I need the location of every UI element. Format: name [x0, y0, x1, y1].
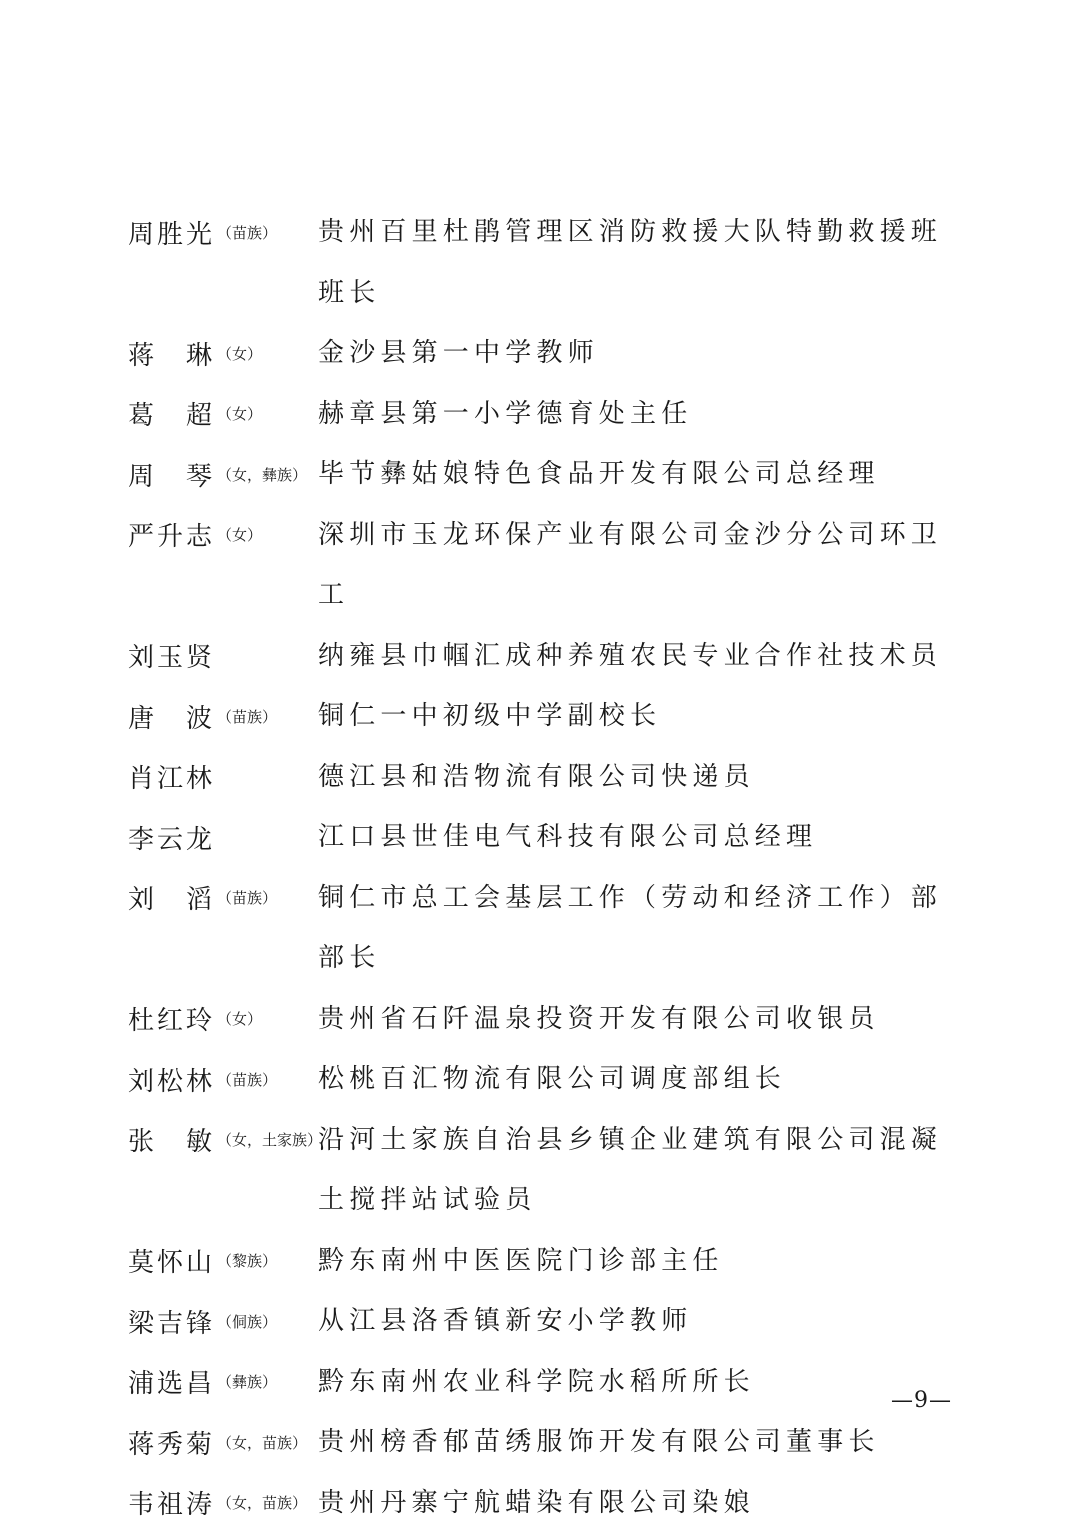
person-note: （女）	[217, 343, 262, 364]
person-note: （女，苗族）	[217, 1492, 307, 1513]
list-item	[128, 1291, 958, 1352]
person-title: 黔东南州中医医院门诊部主任	[318, 1231, 958, 1292]
person-note: （女，彝族）	[217, 464, 307, 485]
person-name: 刘玉贤	[128, 637, 215, 674]
person-name: 李云龙	[128, 819, 215, 856]
person-title: 铜仁一中初级中学副校长	[318, 686, 958, 747]
list-item	[128, 626, 958, 687]
person-name: 杜红玲	[128, 1000, 215, 1037]
person-title: 从江县洛香镇新安小学教师	[318, 1291, 958, 1352]
page-number: —9—	[891, 1388, 952, 1413]
person-name: 梁吉锋	[128, 1303, 215, 1340]
person-note: （女）	[217, 524, 262, 545]
list-item	[128, 202, 958, 323]
person-name: 张 敏	[128, 1121, 215, 1158]
list-item	[128, 444, 958, 505]
list-item	[128, 505, 958, 626]
person-title: 松桃百汇物流有限公司调度部组长	[318, 1049, 958, 1110]
person-name: 浦选昌	[128, 1363, 215, 1400]
person-title: 毕节彝姑娘特色食品开发有限公司总经理	[318, 444, 958, 505]
person-note: （苗族）	[217, 222, 277, 243]
person-title: 沿河土家族自治县乡镇企业建筑有限公司混凝土搅拌站试验员	[318, 1110, 958, 1231]
person-name: 严升志	[128, 516, 215, 553]
person-title: 贵州百里杜鹃管理区消防救援大队特勤救援班班长	[318, 202, 958, 323]
list-item	[128, 323, 958, 384]
person-title: 江口县世佳电气科技有限公司总经理	[318, 807, 958, 868]
list-item	[128, 1049, 958, 1110]
person-name: 韦祖涛	[128, 1484, 215, 1521]
person-note: （苗族）	[217, 706, 277, 727]
person-title: 黔东南州农业科学院水稻所所长	[318, 1352, 958, 1413]
person-title: 德江县和浩物流有限公司快递员	[318, 747, 958, 808]
person-name: 肖江林	[128, 758, 215, 795]
person-note: （女，土家族）	[217, 1129, 322, 1150]
list-item	[128, 1231, 958, 1292]
person-name: 周胜光	[128, 214, 215, 251]
person-note: （苗族）	[217, 887, 277, 908]
person-title: 金沙县第一中学教师	[318, 323, 958, 384]
honoree-list	[128, 202, 958, 1533]
person-name: 刘 滔	[128, 879, 215, 916]
list-item	[128, 686, 958, 747]
person-title: 贵州省石阡温泉投资开发有限公司收银员	[318, 989, 958, 1050]
person-note: （侗族）	[217, 1311, 277, 1332]
person-name: 周 琴	[128, 456, 215, 493]
list-item	[128, 868, 958, 989]
person-title: 深圳市玉龙环保产业有限公司金沙分公司环卫工	[318, 505, 958, 626]
person-title: 纳雍县巾帼汇成种养殖农民专业合作社技术员	[318, 626, 958, 687]
person-note: （女）	[217, 1008, 262, 1029]
person-title: 贵州丹寨宁航蜡染有限公司染娘	[318, 1473, 958, 1533]
person-name: 葛 超	[128, 395, 215, 432]
person-note: （黎族）	[217, 1250, 277, 1271]
person-name: 蒋 琳	[128, 335, 215, 372]
list-item	[128, 1412, 958, 1473]
person-title: 贵州榜香郁苗绣服饰开发有限公司董事长	[318, 1412, 958, 1473]
list-item	[128, 807, 958, 868]
person-note: （女）	[217, 403, 262, 424]
person-name: 蒋秀菊	[128, 1424, 215, 1461]
list-item	[128, 1110, 958, 1231]
person-name: 莫怀山	[128, 1242, 215, 1279]
list-item	[128, 989, 958, 1050]
list-item	[128, 747, 958, 808]
person-name: 唐 波	[128, 698, 215, 735]
list-item	[128, 1352, 958, 1413]
list-item	[128, 384, 958, 445]
person-note: （女，苗族）	[217, 1432, 307, 1453]
person-note: （苗族）	[217, 1069, 277, 1090]
list-item	[128, 1473, 958, 1533]
person-title: 赫章县第一小学德育处主任	[318, 384, 958, 445]
person-note: （彝族）	[217, 1371, 277, 1392]
person-title: 铜仁市总工会基层工作（劳动和经济工作）部部长	[318, 868, 958, 989]
person-name: 刘松林	[128, 1061, 215, 1098]
